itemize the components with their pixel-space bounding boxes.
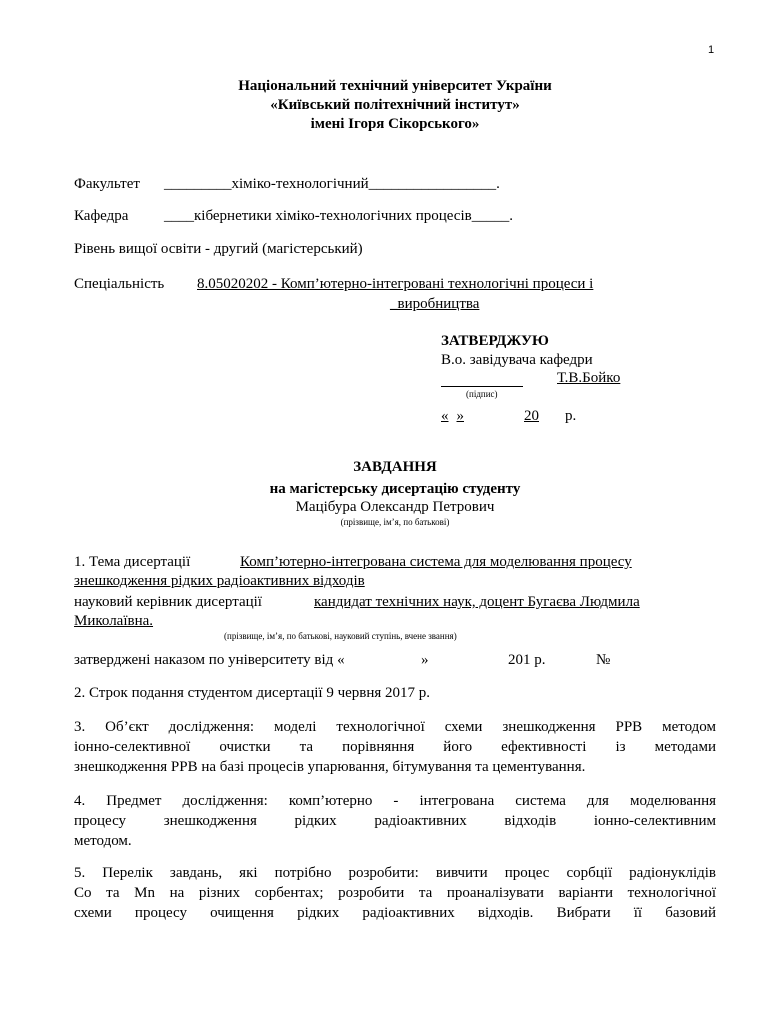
year-suffix: р. [565, 408, 577, 424]
order-text: затверджені наказом по університету від « [74, 652, 345, 668]
university-name: Національний технічний університет України [238, 78, 552, 94]
research-subject-line-2: процесу знешкодження рідких радіоактивних відходів іонно-селективним [74, 813, 716, 829]
department-value: ____кібернетики хіміко-технологічних процесів_____. [164, 208, 513, 224]
tasks-list-line-3: схеми процесу очищення рідких радіоактивних відходів. Вибрати її базовий [74, 905, 716, 921]
tasks-list-line-2: Co та Mn на різних сорбентах; розробити та проаналізувати варіанти технологічної [74, 885, 716, 901]
research-object-line-3: знешкодження РРВ на базі процесів упарювання, бітумування та цементування. [74, 759, 586, 775]
tasks-list-line-1: 5. Перелік завдань, які потрібно розробити: вивчити процес сорбції радіонуклідів [74, 865, 716, 881]
approval-position: В.о. завідувача кафедри [441, 352, 593, 368]
order-number-sign: № [596, 652, 611, 668]
approver-name: Т.В.Бойко [557, 370, 621, 386]
student-caption: (прізвище, ім’я, по батькові) [340, 517, 450, 527]
submission-deadline: 2. Строк подання студентом дисертації 9 червня 2017 р. [74, 685, 431, 701]
order-year: 201 р. [508, 652, 546, 668]
department-label: Кафедра [74, 208, 129, 224]
specialty-label: Спеціальність [74, 276, 165, 292]
approval-year: 20 [524, 408, 539, 424]
page-number: 1 [708, 44, 715, 56]
specialty-value-continued: _виробництва [390, 296, 480, 312]
supervisor-caption: (прізвище, ім’я, по батькові, науковий ступінь, вчене звання) [224, 631, 457, 641]
supervisor-value: кандидат технічних наук, доцент Бугаєва Людмила [314, 594, 640, 610]
task-subtitle: на магістерську дисертацію студенту [269, 481, 521, 497]
topic-value: Комп’ютерно-інтегрована система для моделювання процесу [240, 554, 632, 570]
topic-label: 1. Тема дисертації [74, 554, 191, 570]
approval-title: ЗАТВЕРДЖУЮ [441, 333, 549, 349]
specialty-value: 8.05020202 - Комп’ютерно-інтегровані технологічні процеси і [197, 276, 594, 292]
institute-name: «Київський політехнічний інститут» [270, 97, 520, 113]
date-close-quote: » [456, 408, 464, 424]
research-subject-line-3: методом. [74, 833, 132, 849]
institute-honorific: імені Ігоря Сікорського» [310, 116, 480, 132]
student-name: Мацібура Олександр Петрович [295, 499, 495, 515]
education-level: Рівень вищої освіти - другий (магістерський) [74, 241, 363, 257]
topic-value-continued: знешкодження рідких радіоактивних відходів [74, 573, 365, 589]
supervisor-value-continued: Миколаївна. [74, 613, 154, 629]
faculty-label: Факультет [74, 176, 140, 192]
research-object-line-1: 3. Об’єкт дослідження: моделі технологічної схеми знешкодження РРВ методом [74, 719, 716, 735]
date-open-quote: « [441, 408, 449, 424]
approval-date-line [441, 408, 565, 425]
research-object-line-2: іонно-селективної очистки та порівняння його ефективності із методами [74, 739, 716, 755]
faculty-value: _________хіміко-технологічний_________________. [164, 176, 500, 192]
task-title: ЗАВДАННЯ [353, 459, 437, 475]
supervisor-label: науковий керівник дисертації [74, 594, 262, 610]
order-close-quote: » [421, 652, 429, 668]
signature-line [441, 370, 523, 387]
research-subject-line-1: 4. Предмет дослідження: комп’ютерно - інтегрована система для моделювання [74, 793, 716, 809]
signature-caption: (підпис) [466, 389, 498, 399]
